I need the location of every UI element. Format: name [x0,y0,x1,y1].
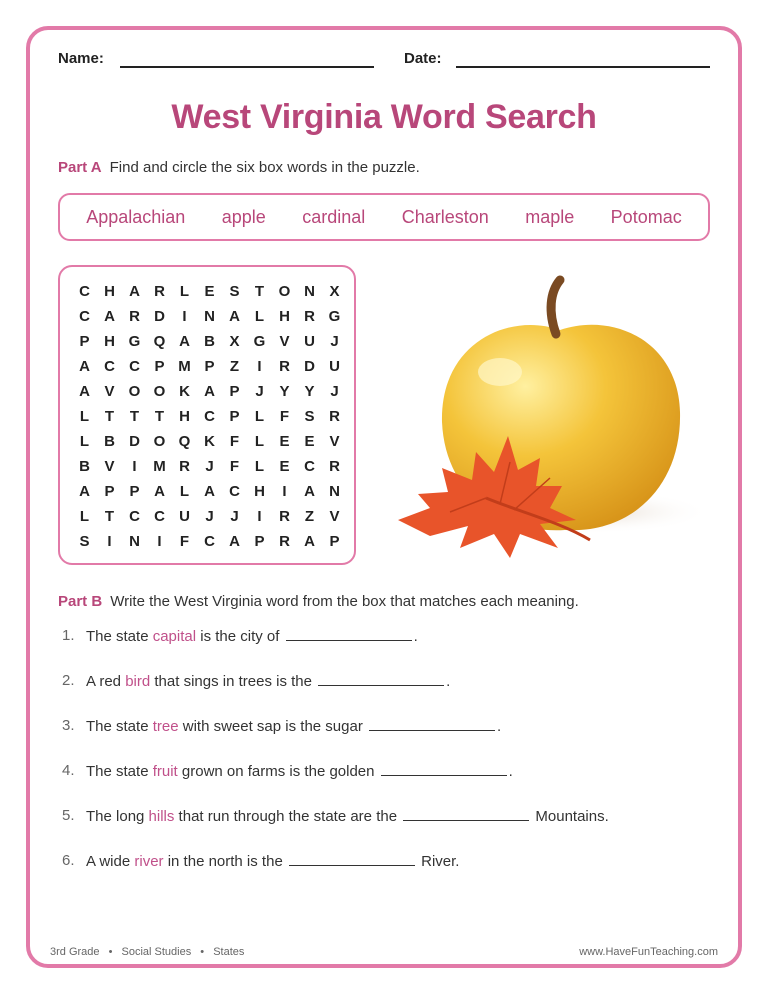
grid-letter[interactable]: L [254,308,265,325]
grid-letter[interactable]: J [230,508,239,525]
question-item [62,717,712,762]
grid-letter[interactable]: P [79,333,90,350]
grid-letter[interactable]: R [154,283,165,300]
footer-url[interactable]: www.HaveFunTeaching.com [579,946,718,958]
grid-letter[interactable]: A [154,483,165,500]
grid-letter[interactable]: O [153,433,166,450]
word-bank-item: cardinal [302,206,366,227]
name-field[interactable] [120,66,374,68]
question-keyword: tree [152,718,179,735]
grid-letter[interactable]: I [182,308,187,325]
grid-letter[interactable]: G [128,333,141,350]
grid-letter[interactable]: E [279,458,290,475]
question-keyword: hills [148,808,175,825]
answer-blank[interactable] [318,672,444,686]
question-text: The state tree with sweet sap is the sugar . [86,718,502,735]
grid-letter[interactable]: F [179,533,190,550]
answer-blank[interactable] [286,627,412,641]
word-bank-item: maple [525,206,575,227]
grid-letter[interactable]: P [254,533,265,550]
grid-letter[interactable]: F [229,433,240,450]
grid-letter[interactable]: O [128,383,141,400]
header-row [58,50,710,70]
grid-letter[interactable]: N [204,308,215,325]
grid-letter[interactable]: R [279,508,290,525]
grid-letter[interactable]: L [79,433,90,450]
page-title: West Virginia Word Search [171,98,597,136]
grid-letter[interactable]: Q [153,333,166,350]
grid-letter[interactable]: P [329,533,340,550]
word-bank-item: apple [221,206,266,227]
part-a-instruction [58,159,420,176]
grid-letter[interactable]: L [254,433,265,450]
grid-letter[interactable]: T [104,408,115,425]
grid-letter[interactable]: R [329,458,340,475]
part-a-label: Part A [58,159,102,176]
grid-letter[interactable]: T [129,408,140,425]
question-text: The state capital is the city of . [86,628,418,645]
grid-letter[interactable]: V [329,508,340,525]
grid-letter[interactable]: F [229,458,240,475]
grid-letter[interactable]: Z [229,358,240,375]
grid-letter[interactable]: H [179,408,190,425]
grid-letter[interactable]: S [79,533,90,550]
grid-letter[interactable]: Y [304,383,315,400]
grid-letter[interactable]: V [104,383,115,400]
grid-letter[interactable]: A [129,283,140,300]
grid-letter[interactable]: C [304,458,315,475]
footer-tags [50,946,244,958]
grid-letter[interactable]: J [255,383,264,400]
grid-letter[interactable]: Z [304,508,315,525]
grid-letter[interactable]: C [129,508,140,525]
grid-letter[interactable]: P [229,383,240,400]
question-number: 4. [62,762,75,779]
grid-letter[interactable]: I [157,533,162,550]
grid-letter[interactable]: I [282,483,287,500]
question-number: 2. [62,672,75,689]
grid-letter[interactable]: A [304,533,315,550]
question-number: 3. [62,717,75,734]
question-list [62,627,712,897]
grid-letter[interactable]: T [154,408,165,425]
answer-blank[interactable] [289,852,415,866]
grid-letter[interactable]: S [304,408,315,425]
question-item [62,627,712,672]
grid-letter[interactable]: N [304,283,315,300]
grid-letter[interactable]: M [153,458,166,475]
grid-letter[interactable]: L [179,483,190,500]
grid-letter[interactable]: A [79,483,90,500]
grid-letter[interactable]: A [179,333,190,350]
grid-letter[interactable]: A [304,483,315,500]
grid-letter[interactable]: P [229,408,240,425]
grid-letter[interactable]: I [132,458,137,475]
grid-letter[interactable]: C [229,483,240,500]
question-keyword: fruit [152,763,178,780]
grid-letter[interactable]: N [129,533,140,550]
footer-separator: • [108,946,113,958]
grid-letter[interactable]: O [153,383,166,400]
grid-letter[interactable]: E [279,433,290,450]
grid-letter[interactable]: P [204,358,215,375]
date-field[interactable] [456,66,710,68]
grid-letter[interactable]: E [204,283,215,300]
grid-letter[interactable]: B [104,433,115,450]
grid-letter[interactable]: H [104,333,115,350]
word-bank-item: Appalachian [86,206,186,227]
grid-letter[interactable]: F [279,408,290,425]
grid-letter[interactable]: C [104,358,115,375]
grid-letter[interactable]: V [329,433,340,450]
grid-letter[interactable]: P [129,483,140,500]
grid-letter[interactable]: M [178,358,191,375]
grid-letter[interactable]: C [204,408,215,425]
grid-letter[interactable]: R [304,308,315,325]
footer-subject: Social Studies [121,946,192,958]
grid-letter[interactable]: B [204,333,215,350]
grid-letter[interactable]: X [229,333,240,350]
grid-letter[interactable]: C [79,283,90,300]
apple-with-maple-leaf-icon [390,272,710,562]
grid-letter[interactable]: J [205,508,214,525]
grid-letter[interactable]: S [229,283,240,300]
grid-letter[interactable]: C [204,533,215,550]
question-keyword: river [134,853,164,870]
grid-letter[interactable]: V [279,333,290,350]
grid-letter[interactable]: O [278,283,291,300]
grid-letter[interactable]: R [279,358,290,375]
grid-letter[interactable]: R [329,408,340,425]
grid-letter[interactable]: B [79,458,90,475]
part-a-text: Find and circle the six box words in the puzzle. [109,159,420,176]
question-item [62,807,712,852]
grid-letter[interactable]: R [279,533,290,550]
grid-letter[interactable]: C [79,308,90,325]
grid-letter[interactable]: V [104,458,115,475]
footer-grade: 3rd Grade [50,946,100,958]
word-bank-item: Charleston [401,206,489,227]
question-text: The state fruit grown on farms is the golden . [86,763,513,780]
grid-letter[interactable]: P [154,358,165,375]
grid-letter[interactable]: A [79,383,90,400]
part-b-instruction [58,593,579,610]
grid-letter[interactable]: L [254,408,265,425]
grid-letter[interactable]: U [304,333,315,350]
footer-separator: • [200,946,205,958]
grid-letter[interactable]: R [179,458,190,475]
grid-letter[interactable]: K [179,383,190,400]
grid-letter[interactable]: A [79,358,90,375]
grid-letter[interactable]: L [79,408,90,425]
answer-blank[interactable] [403,807,529,821]
grid-letter[interactable]: U [179,508,190,525]
grid-letter[interactable]: R [129,308,140,325]
question-text: A red bird that sings in trees is the . [86,673,451,690]
grid-letter[interactable]: I [257,508,262,525]
grid-letter[interactable]: L [79,508,90,525]
grid-letter[interactable]: T [254,283,265,300]
grid-letter[interactable]: U [329,358,340,375]
question-item [62,852,712,897]
word-search-puzzle [58,265,356,565]
grid-letter[interactable]: Y [279,383,290,400]
question-item [62,762,712,807]
grid-letter[interactable]: A [104,308,115,325]
footer-topic: States [213,946,245,958]
grid-letter[interactable]: L [254,458,265,475]
grid-letter[interactable]: D [304,358,315,375]
date-label: Date: [404,50,442,67]
grid-letter[interactable]: T [104,508,115,525]
question-text: A wide river in the north is the River. [86,853,460,870]
part-b-label: Part B [58,593,103,610]
letter-grid [72,279,347,554]
grid-letter[interactable]: J [330,333,339,350]
question-text: The long hills that run through the state are the Mountains. [86,808,609,825]
grid-letter[interactable]: A [229,533,240,550]
grid-letter[interactable]: G [328,308,341,325]
grid-letter[interactable]: I [257,358,262,375]
question-number: 5. [62,807,75,824]
question-keyword: capital [152,628,197,645]
answer-blank[interactable] [369,717,495,731]
grid-letter[interactable]: H [254,483,265,500]
grid-letter[interactable]: H [279,308,290,325]
name-label: Name: [58,50,104,67]
grid-letter[interactable]: A [229,308,240,325]
grid-letter[interactable]: D [154,308,165,325]
question-item [62,672,712,717]
grid-letter[interactable]: Q [178,433,191,450]
grid-letter[interactable]: I [107,533,112,550]
grid-letter[interactable]: A [204,383,215,400]
grid-letter[interactable]: K [204,433,215,450]
grid-letter[interactable]: J [205,458,214,475]
grid-letter[interactable]: N [329,483,340,500]
answer-blank[interactable] [381,762,507,776]
grid-letter[interactable]: E [304,433,315,450]
question-keyword: bird [125,673,151,690]
part-b-text: Write the West Virginia word from the box that matches each meaning. [110,593,579,610]
grid-letter[interactable]: H [104,283,115,300]
grid-letter[interactable]: A [204,483,215,500]
word-bank-item: Potomac [610,206,682,227]
word-bank [58,193,710,241]
grid-letter[interactable]: D [129,433,140,450]
question-number: 6. [62,852,75,869]
grid-letter[interactable]: C [154,508,165,525]
grid-letter[interactable]: X [329,283,340,300]
grid-letter[interactable]: P [104,483,115,500]
grid-letter[interactable]: J [330,383,339,400]
grid-letter[interactable]: G [253,333,266,350]
question-number: 1. [62,627,75,644]
grid-letter[interactable]: L [179,283,190,300]
grid-letter[interactable]: C [129,358,140,375]
